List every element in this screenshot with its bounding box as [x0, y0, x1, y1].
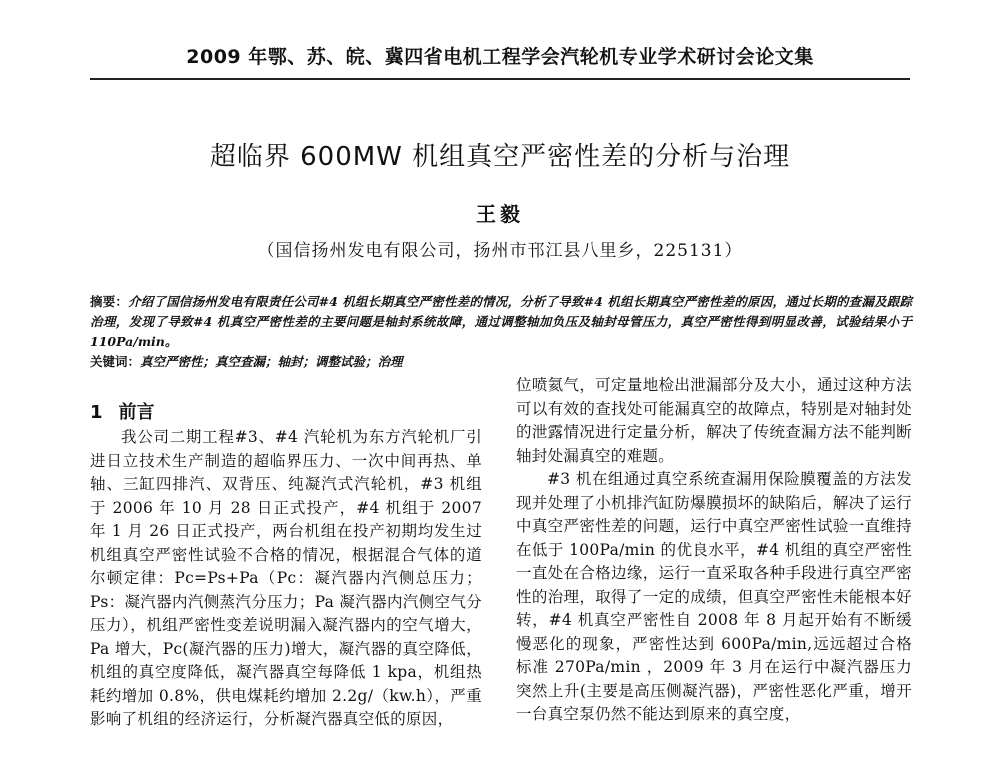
- paper-author: 王毅: [476, 202, 524, 226]
- body-paragraph: #3 机在组通过真空系统查漏用保险膜覆盖的方法发现并处理了小机排汽缸防爆膜损坏的缺陷后，解决了运行中真空严密性差的问题，运行中真空严密性试验一直维持在低于 100Pa/min 的优良水平，#4 机组的真空严密性一直处在合格边缘，运行一直采取各种手段进行真空严密性的治理，取得了一定的成绩，但真空严密性未能根本好转，#4 机真空严密性自 2008 年 8 月起开始有不断缓慢恶化的现象，严密性达到 600Pa/min,远远超过合格标准 270Pa/min ，2009 年 3 月在运行中凝汽器压力突然上升(主要是高压侧凝汽器)，严密性恶化严重，增开一台真空泵仍然不能达到原来的真空度，: [516, 470, 912, 723]
- keywords: [90, 352, 490, 372]
- proceedings-header: 2009 年鄂、苏、皖、冀四省电机工程学会汽轮机专业学术研讨会论文集: [186, 46, 814, 68]
- right-column: [516, 374, 912, 727]
- abstract-label: 摘要：: [90, 294, 129, 309]
- header-divider: [90, 78, 910, 80]
- body-paragraph: 位喷氦气，可定量地检出泄漏部分及大小，通过这种方法可以有效的查找处可能漏真空的故障点，特别是对轴封处的泄露情况进行定量分析，解决了传统查漏方法不能判断轴封处漏真空的难题。: [516, 376, 912, 465]
- body-paragraph: 我公司二期工程#3、#4 汽轮机为东方汽轮机厂引进日立技术生产制造的超临界压力、一次中间再热、单轴、三缸四排汽、双背压、纯凝汽式汽轮机，#3 机组于 2006 年 10 月 28 日正式投产，#4 机组于 2007 年 1 月 26 日正式投产，两台机组在投产初期均发生过机组真空严密性试验不合格的情况，根据混合气体的道尔顿定律：Pc=Ps+Pa（Pc：凝汽器内汽侧总压力；Ps：凝汽器内汽侧蒸汽分压力；Pa 凝汽器内汽侧空气分压力），机组严密性变差说明漏入凝汽器内的空气增大，Pa 增大，Pc(凝汽器的压力)增大，凝汽器的真空降低，机组的真空度降低，凝汽器真空每降低 1 kpa，机组热耗约增加 0.8%，供电煤耗约增加 2.2g/（kw.h），严重影响了机组的经济运行，分析凝汽器真空低的原因，: [90, 428, 482, 728]
- keywords-text: 真空严密性；真空查漏；轴封；调整试验；治理: [140, 354, 403, 369]
- keywords-label: 关键词：: [90, 354, 141, 369]
- section-heading: [90, 398, 480, 424]
- abstract: [90, 292, 912, 352]
- abstract-text: 介绍了国信扬州发电有限责任公司#4 机组长期真空严密性差的情况，分析了导致#4 机组长期真空严密性差的原因，通过长期的查漏及跟踪治理，发现了导致#4 机真空严密性差的主要问题是轴封系统故障，通过调整轴加负压及轴封母管压力，真空严密性得到明显改善，试验结果小于 110Pa/min。: [90, 294, 912, 349]
- author-affiliation: （国信扬州发电有限公司，扬州市邗江县八里乡，225131）: [257, 241, 743, 261]
- paper-title: 超临界 600MW 机组真空严密性差的分析与治理: [209, 142, 791, 172]
- section-number: 1: [90, 402, 103, 423]
- section-title: 前言: [118, 402, 155, 423]
- left-column: [90, 426, 482, 732]
